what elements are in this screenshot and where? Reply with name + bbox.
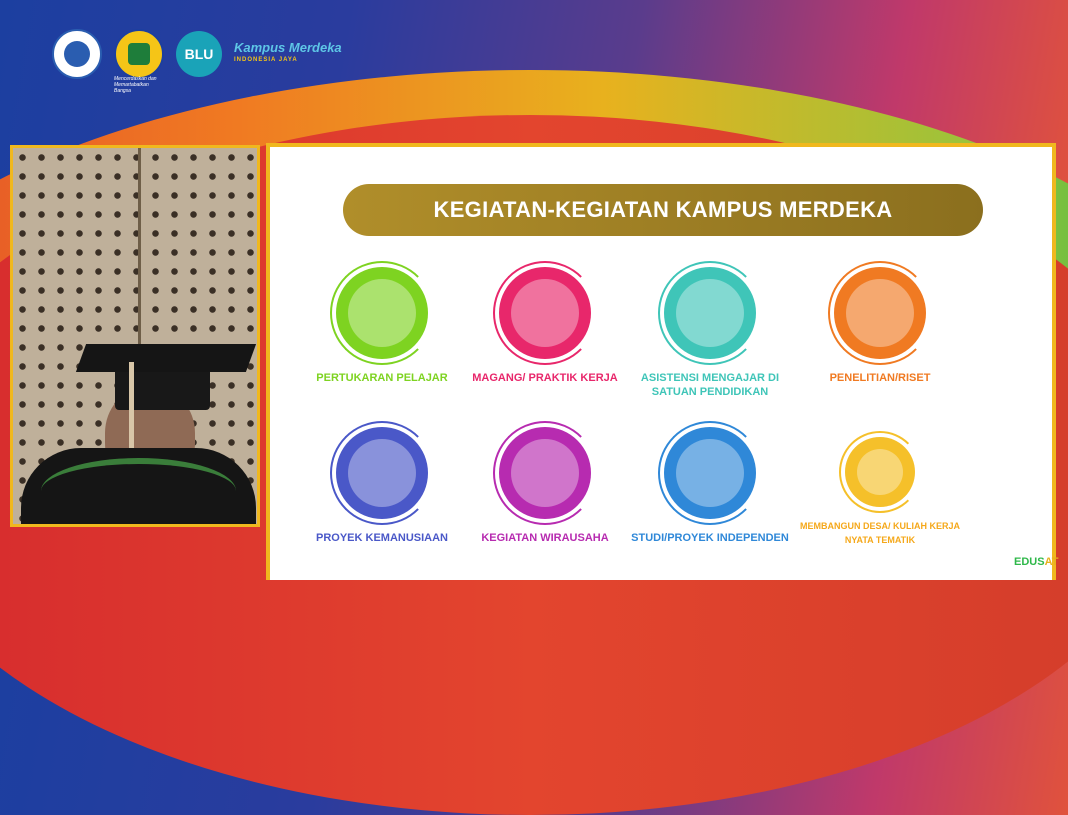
kemdikbud-logo bbox=[52, 29, 102, 79]
student-exchange-icon bbox=[336, 267, 428, 359]
activity-item bbox=[465, 427, 625, 545]
motto-text: Mencerdaskan dan Memartabatkan Bangsa bbox=[114, 76, 157, 94]
presentation-slide bbox=[266, 143, 1059, 580]
kampus-merdeka-logo: Kampus Merdeka INDONESIA JAYA bbox=[234, 40, 342, 63]
graduation-cap bbox=[76, 344, 256, 372]
blu-logo: BLU bbox=[176, 31, 222, 77]
activity-item bbox=[302, 427, 462, 545]
activity-label: STUDI/PROYEK INDEPENDEN bbox=[631, 532, 789, 544]
internship-icon bbox=[499, 267, 591, 359]
independent-study-icon bbox=[664, 427, 756, 519]
activity-label: MEMBANGUN DESA/ KULIAH KERJA NYATA TEMATIK bbox=[800, 521, 961, 545]
activity-item bbox=[800, 437, 960, 547]
activity-label: PROYEK KEMANUSIAAN bbox=[315, 532, 448, 544]
research-icon bbox=[834, 267, 926, 359]
entrepreneurship-icon bbox=[499, 427, 591, 519]
university-logo bbox=[114, 29, 164, 79]
activity-label: PERTUKARAN PELAJAR bbox=[316, 372, 448, 384]
activity-label: KEGIATAN WIRAUSAHA bbox=[481, 532, 609, 544]
teaching-assistance-icon bbox=[664, 267, 756, 359]
activity-item bbox=[630, 427, 790, 545]
activity-item bbox=[302, 267, 462, 385]
humanitarian-project-icon bbox=[336, 427, 428, 519]
village-building-icon bbox=[845, 437, 915, 507]
activity-label: ASISTENSI MENGAJAR DI SATUAN PENDIDIKAN bbox=[640, 372, 780, 398]
edusat-watermark: EDUSAT bbox=[1014, 556, 1059, 568]
activity-item bbox=[800, 267, 960, 385]
activity-item bbox=[465, 267, 625, 385]
activity-label: PENELITIAN/RISET bbox=[829, 372, 931, 384]
speaker-video bbox=[10, 145, 260, 527]
slide-title: KEGIATAN-KEGIATAN KAMPUS MERDEKA bbox=[433, 197, 893, 222]
activity-item bbox=[630, 267, 790, 399]
header-logos bbox=[52, 28, 342, 80]
slide-title-bar bbox=[343, 184, 983, 236]
activity-label: MAGANG/ PRAKTIK KERJA bbox=[472, 372, 618, 384]
gown-collar bbox=[41, 458, 236, 524]
